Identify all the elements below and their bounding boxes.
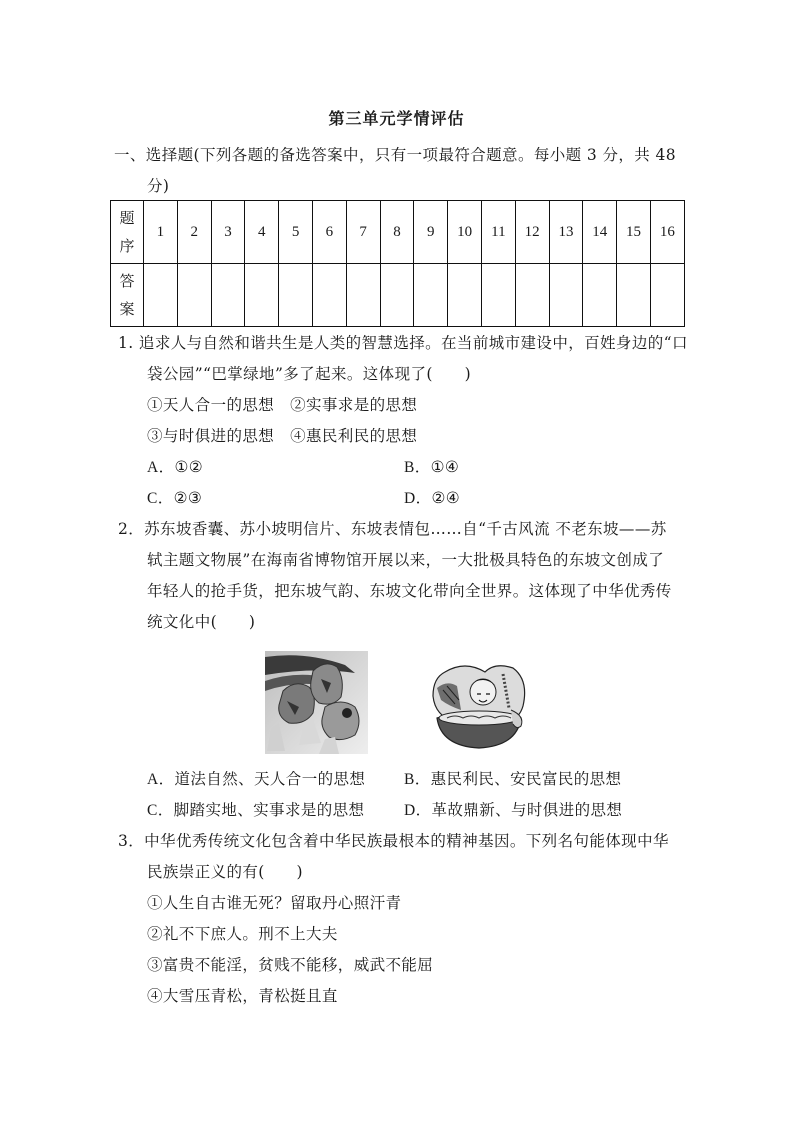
option-letter: C． <box>147 490 174 507</box>
statement-line: ①天人合一的思想 ②实事求是的思想 <box>147 396 418 414</box>
dongpo-cartoon <box>425 660 533 750</box>
answer-cell[interactable] <box>380 264 414 327</box>
answer-cell[interactable] <box>448 264 482 327</box>
option-letter: A． <box>147 771 175 788</box>
page-title: 第三单元学情评估 <box>328 109 465 128</box>
statement-line: ②礼不下庶人。刑不上大夫 <box>147 925 338 943</box>
number-cell: 5 <box>279 201 313 264</box>
table-row-numbers <box>111 201 685 264</box>
table-header-cell <box>111 264 144 327</box>
answer-cell[interactable] <box>144 264 178 327</box>
header-char: 序 <box>119 237 135 255</box>
number-cell: 6 <box>312 201 346 264</box>
answer-cell[interactable] <box>279 264 313 327</box>
number-cell: 14 <box>583 201 617 264</box>
section-heading-line2: 分) <box>147 177 170 195</box>
option-text: ①② <box>174 458 204 476</box>
number-cell: 15 <box>617 201 651 264</box>
option-letter: C． <box>147 802 174 819</box>
question-stem-line: 3．中华优秀传统文化包含着中华民族最根本的精神基因。下列名句能体现中华 <box>118 832 669 850</box>
question-stem-line: 轼主题文物展”在海南省博物馆开展以来，一大批极具特色的东坡文创成了 <box>147 551 665 569</box>
statement-line: ①人生自古谁无死？留取丹心照汗青 <box>147 894 402 912</box>
option-a[interactable] <box>147 457 203 478</box>
question-stem-line: 袋公园”“巴掌绿地”多了起来。这体现了( ) <box>147 365 472 383</box>
option-letter: D． <box>404 802 432 819</box>
number-cell: 10 <box>448 201 482 264</box>
option-text: 革故鼎新、与时俱进的思想 <box>431 801 623 819</box>
answer-cell[interactable] <box>515 264 549 327</box>
option-letter: A． <box>147 459 175 476</box>
question-stem-line: 年轻人的抢手货，把东坡气韵、东坡文化带向全世界。这体现了中华优秀传 <box>147 582 672 600</box>
statement-line: ③富贵不能淫，贫贱不能移，威武不能屈 <box>147 956 434 974</box>
number-cell: 16 <box>650 201 684 264</box>
answer-cell[interactable] <box>414 264 448 327</box>
question-stem-line: 2．苏东坡香囊、苏小坡明信片、东坡表情包……自“千古风流 不老东坡——苏 <box>118 520 667 538</box>
option-text: 脚踏实地、实事求是的思想 <box>173 801 365 819</box>
answer-cell[interactable] <box>583 264 617 327</box>
number-cell: 12 <box>515 201 549 264</box>
option-b[interactable] <box>404 769 621 790</box>
number-cell: 3 <box>211 201 245 264</box>
number-cell: 8 <box>380 201 414 264</box>
option-letter: B． <box>404 771 431 788</box>
option-text: 惠民利民、安民富民的思想 <box>430 770 622 788</box>
answer-cell[interactable] <box>177 264 211 327</box>
answer-cell[interactable] <box>312 264 346 327</box>
header-char: 题 <box>119 209 135 227</box>
option-c[interactable] <box>147 800 364 821</box>
header-char: 答 <box>119 272 135 290</box>
statement-line: ④大雪压青松，青松挺且直 <box>147 987 338 1005</box>
answer-cell[interactable] <box>617 264 651 327</box>
number-cell: 9 <box>414 201 448 264</box>
answer-cell[interactable] <box>211 264 245 327</box>
option-text: ①④ <box>430 458 460 476</box>
question-stem-line: 民族崇正义的有( ) <box>147 863 303 881</box>
option-letter: B． <box>404 459 431 476</box>
answer-cell[interactable] <box>245 264 279 327</box>
table-header-cell <box>111 201 144 264</box>
answer-cell[interactable] <box>346 264 380 327</box>
answer-table <box>110 200 685 327</box>
question-stem-line: 统文化中( ) <box>147 613 256 631</box>
statement-line: ③与时俱进的思想 ④惠民利民的思想 <box>147 427 418 445</box>
option-text: ②④ <box>431 489 461 507</box>
number-cell: 11 <box>481 201 515 264</box>
option-d[interactable] <box>404 800 622 821</box>
table-row-answers <box>111 264 685 327</box>
question-stem-line: 1. 追求人与自然和谐共生是人类的智慧选择。在当前城市建设中，百姓身边的“口 <box>118 334 688 352</box>
number-cell: 7 <box>346 201 380 264</box>
number-cell: 13 <box>549 201 583 264</box>
number-cell: 4 <box>245 201 279 264</box>
option-text: 道法自然、天人合一的思想 <box>174 770 366 788</box>
answer-cell[interactable] <box>481 264 515 327</box>
option-text: ②③ <box>173 489 203 507</box>
option-b[interactable] <box>404 457 459 478</box>
number-cell: 1 <box>144 201 178 264</box>
option-letter: D． <box>404 490 432 507</box>
number-cell: 2 <box>177 201 211 264</box>
sachet-photo <box>265 651 368 754</box>
option-a[interactable] <box>147 769 365 790</box>
header-char: 案 <box>119 300 135 318</box>
option-d[interactable] <box>404 488 460 509</box>
option-c[interactable] <box>147 488 202 509</box>
answer-cell[interactable] <box>549 264 583 327</box>
answer-cell[interactable] <box>650 264 684 327</box>
section-heading-line1: 一、选择题(下列各题的备选答案中，只有一项最符合题意。每小题 3 分，共 48 <box>114 146 677 164</box>
